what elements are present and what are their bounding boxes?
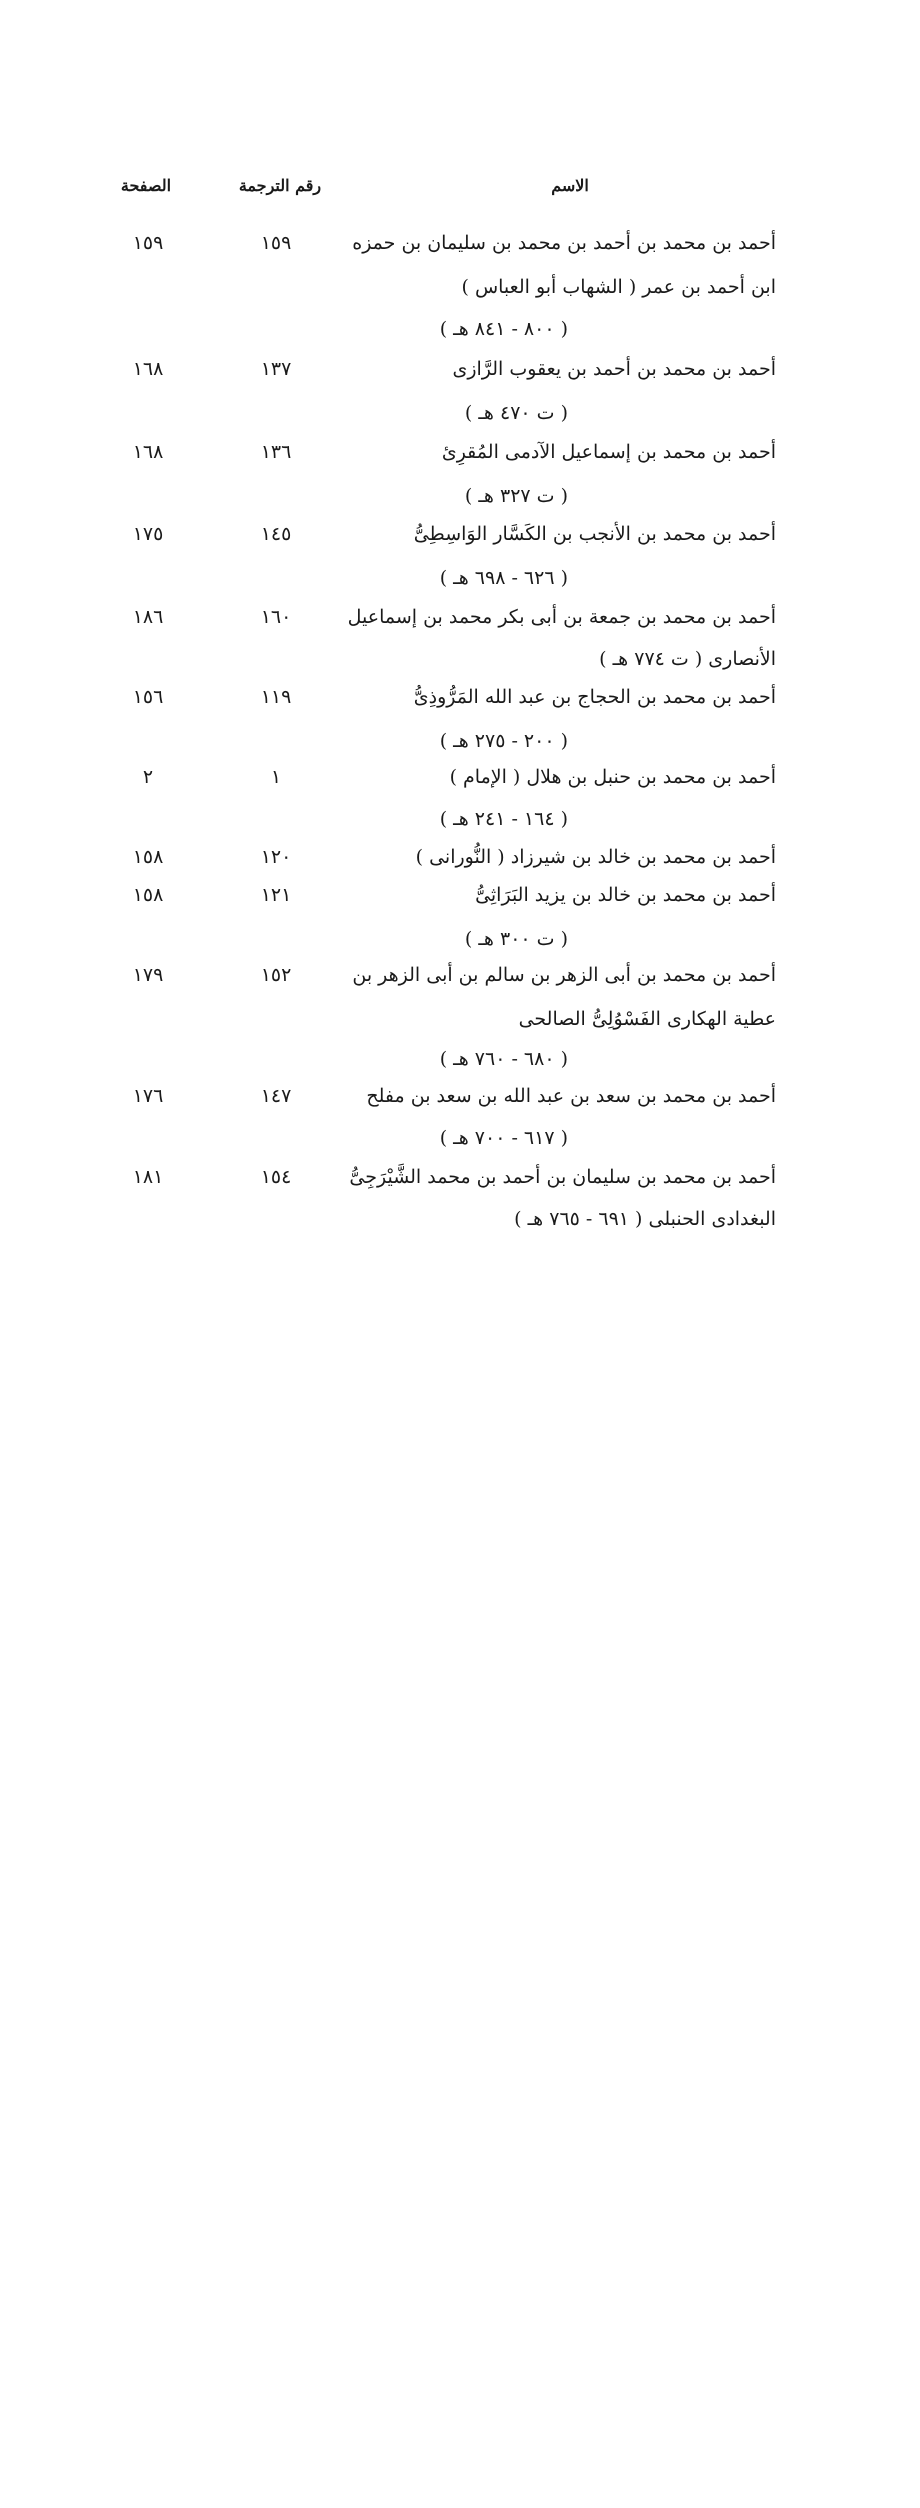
entry-name-line: أحمد بن محمد بن أحمد بن محمد بن سليمان بن حمزه	[352, 232, 776, 254]
entry-page-number: ١٥٩	[132, 232, 164, 254]
entry-name-line: أحمد بن محمد بن أبى الزهر بن سالم بن أبى الزهر بن	[352, 964, 776, 986]
entry-dates: ( ١٦٤ - ٢٤١ هـ )	[439, 808, 568, 830]
entry-name-line: أحمد بن محمد بن إسماعيل الآدمى المُقرِئ	[441, 441, 776, 463]
entry-page-number: ١٥٨	[132, 846, 164, 868]
entry-translation-number: ١٣٧	[260, 358, 292, 380]
entry-name-line: أحمد بن محمد بن الحجاج بن عبد الله المَرُّوذِىُّ	[413, 686, 776, 708]
entry-name-line: ابن أحمد بن عمر ( الشهاب أبو العباس )	[461, 276, 776, 298]
entry-dates: ( ٨٠٠ - ٨٤١ هـ )	[439, 318, 568, 340]
header-page: الصفحة	[120, 176, 172, 195]
entry-translation-number: ١٥٤	[260, 1166, 292, 1188]
entry-name-line: الأنصارى ( ت ٧٧٤ هـ )	[599, 648, 776, 670]
entry-page-number: ١٧٥	[132, 523, 164, 545]
entry-translation-number: ١٥٩	[260, 232, 292, 254]
entry-translation-number: ١٣٦	[260, 441, 292, 463]
entry-dates: ( ت ٣٢٧ هـ )	[464, 485, 568, 507]
entry-name-line: أحمد بن محمد بن أحمد بن يعقوب الرَّازى	[452, 358, 776, 380]
entry-name-line: أحمد بن محمد بن جمعة بن أبى بكر محمد بن إسماعيل	[347, 606, 776, 628]
entry-dates: ( ت ٣٠٠ هـ )	[464, 928, 568, 950]
entry-name-line: البغدادى الحنبلى ( ٦٩١ - ٧٦٥ هـ )	[514, 1208, 776, 1230]
entry-dates: ( ٦٨٠ - ٧٦٠ هـ )	[439, 1048, 568, 1070]
entry-translation-number: ١٤٥	[260, 523, 292, 545]
entry-translation-number: ١٤٧	[260, 1085, 292, 1107]
entry-page-number: ٢	[142, 766, 154, 788]
entry-name-line: أحمد بن محمد بن سعد بن عبد الله بن سعد بن مفلح	[366, 1085, 776, 1107]
entry-page-number: ١٨١	[132, 1166, 164, 1188]
entry-translation-number: ١٥٢	[260, 964, 292, 986]
header-name: الاسم	[551, 176, 589, 195]
entry-page-number: ١٦٨	[132, 358, 164, 380]
header-translation-number: رقم الترجمة	[238, 176, 322, 195]
entry-name-line: أحمد بن محمد بن سليمان بن أحمد بن محمد الشَّيْرَجِىُّ	[349, 1166, 776, 1188]
entry-translation-number: ١	[270, 766, 282, 788]
entry-name-line: أحمد بن محمد بن خالد بن يزيد البَرَاثِىُّ	[475, 884, 776, 906]
entry-dates: ( ٦٢٦ - ٦٩٨ هـ )	[439, 567, 568, 589]
entry-translation-number: ١٢١	[260, 884, 292, 906]
entry-page-number: ١٥٨	[132, 884, 164, 906]
entry-dates: ( ٦١٧ - ٧٠٠ هـ )	[439, 1127, 568, 1149]
entry-name-line: أحمد بن محمد بن الأنجب بن الكَسَّار الوَاسِطِىُّ	[413, 523, 776, 545]
entry-name-line: أحمد بن محمد بن خالد بن شيرزاد ( النُّورانى )	[415, 846, 776, 868]
entry-translation-number: ١٢٠	[260, 846, 292, 868]
entry-page-number: ١٧٦	[132, 1085, 164, 1107]
entry-page-number: ١٦٨	[132, 441, 164, 463]
entry-page-number: ١٧٩	[132, 964, 164, 986]
entry-translation-number: ١١٩	[260, 686, 292, 708]
entry-translation-number: ١٦٠	[260, 606, 292, 628]
entry-dates: ( ٢٠٠ - ٢٧٥ هـ )	[439, 730, 568, 752]
entry-name-line: عطية الهكارى الفَسْوُلِىُّ الصالحى	[518, 1008, 776, 1030]
entry-page-number: ١٥٦	[132, 686, 164, 708]
entry-dates: ( ت ٤٧٠ هـ )	[464, 402, 568, 424]
entry-name-line: أحمد بن محمد بن حنبل بن هلال ( الإمام )	[449, 766, 776, 788]
entry-page-number: ١٨٦	[132, 606, 164, 628]
